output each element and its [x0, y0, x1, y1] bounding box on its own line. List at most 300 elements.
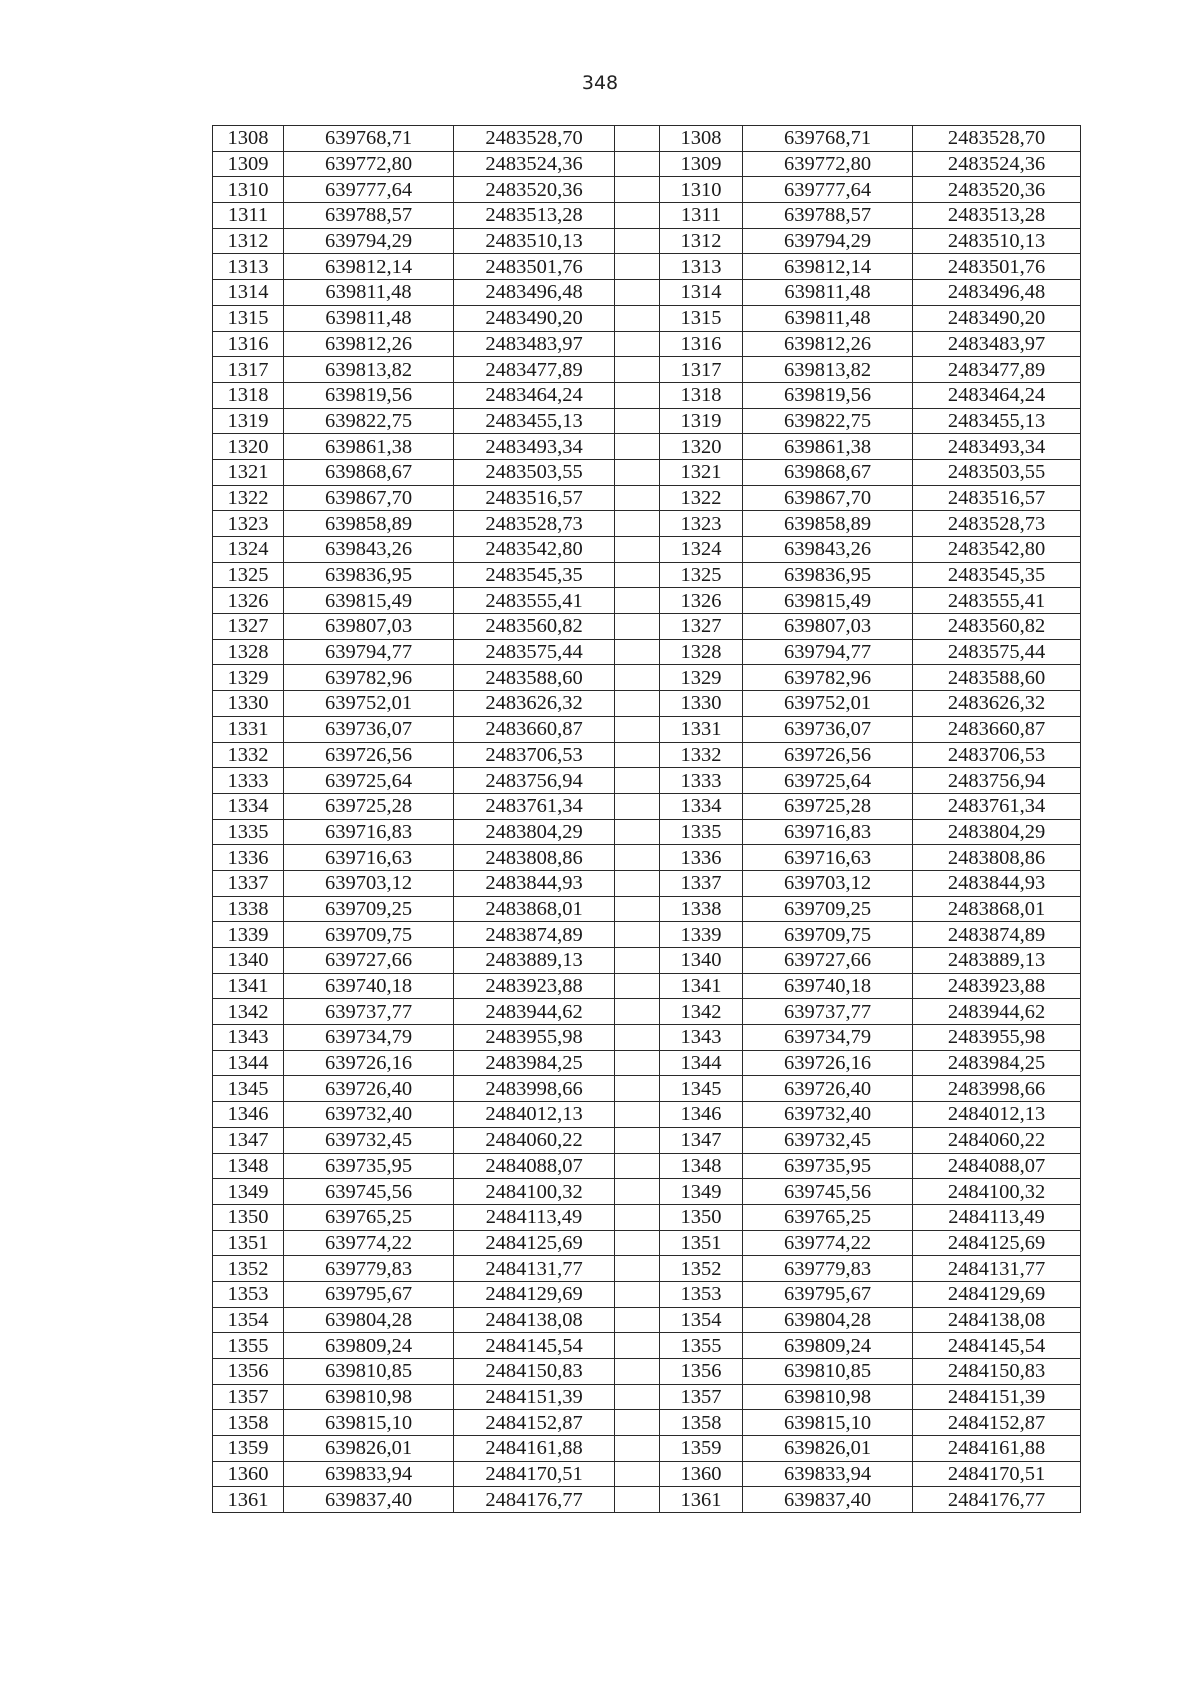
y-coordinate-cell: 2483588,60 [454, 665, 615, 691]
blank-cell [615, 1025, 660, 1051]
table-row [213, 1050, 1081, 1076]
y-coordinate-cell: 2483516,57 [913, 485, 1081, 511]
point-number-cell: 1359 [213, 1436, 284, 1462]
point-number-cell: 1340 [213, 948, 284, 974]
y-coordinate-cell: 2483520,36 [913, 177, 1081, 203]
point-number-cell: 1311 [213, 203, 284, 229]
y-coordinate-cell: 2483844,93 [454, 870, 615, 896]
x-coordinate-cell: 639716,63 [284, 845, 454, 871]
point-number-cell: 1345 [213, 1076, 284, 1102]
x-coordinate-cell: 639843,26 [743, 537, 913, 563]
x-coordinate-cell: 639836,95 [284, 562, 454, 588]
coordinates-table-body [213, 126, 1081, 1513]
table-row [213, 1384, 1081, 1410]
blank-cell [615, 305, 660, 331]
x-coordinate-cell: 639804,28 [284, 1307, 454, 1333]
blank-cell [615, 973, 660, 999]
y-coordinate-cell: 2483542,80 [913, 537, 1081, 563]
y-coordinate-cell: 2483501,76 [454, 254, 615, 280]
x-coordinate-cell: 639716,83 [743, 819, 913, 845]
point-number-cell: 1327 [660, 614, 743, 640]
point-number-cell: 1334 [660, 793, 743, 819]
point-number-cell: 1361 [660, 1487, 743, 1513]
point-number-cell: 1349 [213, 1179, 284, 1205]
y-coordinate-cell: 2484161,88 [913, 1436, 1081, 1462]
x-coordinate-cell: 639772,80 [284, 151, 454, 177]
table-row [213, 1179, 1081, 1205]
x-coordinate-cell: 639867,70 [284, 485, 454, 511]
blank-cell [615, 1204, 660, 1230]
blank-cell [615, 1050, 660, 1076]
x-coordinate-cell: 639732,45 [284, 1127, 454, 1153]
table-row [213, 768, 1081, 794]
blank-cell [615, 562, 660, 588]
point-number-cell: 1338 [660, 896, 743, 922]
table-row [213, 870, 1081, 896]
blank-cell [615, 228, 660, 254]
table-row [213, 177, 1081, 203]
blank-cell [615, 691, 660, 717]
point-number-cell: 1317 [660, 357, 743, 383]
x-coordinate-cell: 639815,10 [743, 1410, 913, 1436]
y-coordinate-cell: 2484125,69 [913, 1230, 1081, 1256]
x-coordinate-cell: 639774,22 [284, 1230, 454, 1256]
point-number-cell: 1337 [660, 870, 743, 896]
x-coordinate-cell: 639709,75 [284, 922, 454, 948]
point-number-cell: 1320 [660, 434, 743, 460]
blank-cell [615, 1487, 660, 1513]
table-row [213, 1127, 1081, 1153]
point-number-cell: 1345 [660, 1076, 743, 1102]
y-coordinate-cell: 2483998,66 [454, 1076, 615, 1102]
blank-cell [615, 614, 660, 640]
table-row [213, 1102, 1081, 1128]
blank-cell [615, 254, 660, 280]
point-number-cell: 1343 [213, 1025, 284, 1051]
point-number-cell: 1309 [660, 151, 743, 177]
table-row [213, 228, 1081, 254]
point-number-cell: 1344 [213, 1050, 284, 1076]
x-coordinate-cell: 639868,67 [743, 459, 913, 485]
x-coordinate-cell: 639837,40 [284, 1487, 454, 1513]
x-coordinate-cell: 639811,48 [284, 305, 454, 331]
y-coordinate-cell: 2483513,28 [913, 203, 1081, 229]
point-number-cell: 1337 [213, 870, 284, 896]
x-coordinate-cell: 639732,40 [284, 1102, 454, 1128]
x-coordinate-cell: 639858,89 [284, 511, 454, 537]
blank-cell [615, 639, 660, 665]
blank-cell [615, 280, 660, 306]
y-coordinate-cell: 2484176,77 [454, 1487, 615, 1513]
y-coordinate-cell: 2483477,89 [913, 357, 1081, 383]
x-coordinate-cell: 639822,75 [284, 408, 454, 434]
point-number-cell: 1312 [660, 228, 743, 254]
table-row [213, 1359, 1081, 1385]
y-coordinate-cell: 2483868,01 [913, 896, 1081, 922]
blank-cell [615, 1359, 660, 1385]
y-coordinate-cell: 2483528,70 [454, 126, 615, 152]
y-coordinate-cell: 2483528,73 [454, 511, 615, 537]
table-row [213, 742, 1081, 768]
point-number-cell: 1352 [660, 1256, 743, 1282]
point-number-cell: 1319 [213, 408, 284, 434]
y-coordinate-cell: 2484129,69 [913, 1281, 1081, 1307]
point-number-cell: 1348 [213, 1153, 284, 1179]
x-coordinate-cell: 639726,16 [284, 1050, 454, 1076]
x-coordinate-cell: 639826,01 [743, 1436, 913, 1462]
point-number-cell: 1360 [660, 1461, 743, 1487]
x-coordinate-cell: 639810,85 [284, 1359, 454, 1385]
point-number-cell: 1330 [213, 691, 284, 717]
table-row [213, 126, 1081, 152]
table-row [213, 434, 1081, 460]
y-coordinate-cell: 2483477,89 [454, 357, 615, 383]
blank-cell [615, 177, 660, 203]
table-row [213, 999, 1081, 1025]
point-number-cell: 1325 [660, 562, 743, 588]
table-row [213, 1153, 1081, 1179]
point-number-cell: 1356 [213, 1359, 284, 1385]
point-number-cell: 1331 [213, 716, 284, 742]
y-coordinate-cell: 2483496,48 [913, 280, 1081, 306]
y-coordinate-cell: 2483516,57 [454, 485, 615, 511]
y-coordinate-cell: 2483496,48 [454, 280, 615, 306]
x-coordinate-cell: 639794,77 [284, 639, 454, 665]
point-number-cell: 1308 [660, 126, 743, 152]
y-coordinate-cell: 2483756,94 [913, 768, 1081, 794]
blank-cell [615, 1256, 660, 1282]
y-coordinate-cell: 2484088,07 [454, 1153, 615, 1179]
y-coordinate-cell: 2483660,87 [913, 716, 1081, 742]
point-number-cell: 1349 [660, 1179, 743, 1205]
point-number-cell: 1347 [660, 1127, 743, 1153]
blank-cell [615, 1436, 660, 1462]
point-number-cell: 1332 [660, 742, 743, 768]
y-coordinate-cell: 2483528,73 [913, 511, 1081, 537]
point-number-cell: 1331 [660, 716, 743, 742]
y-coordinate-cell: 2483490,20 [913, 305, 1081, 331]
x-coordinate-cell: 639732,40 [743, 1102, 913, 1128]
y-coordinate-cell: 2484151,39 [454, 1384, 615, 1410]
point-number-cell: 1355 [660, 1333, 743, 1359]
table-row [213, 896, 1081, 922]
x-coordinate-cell: 639765,25 [284, 1204, 454, 1230]
x-coordinate-cell: 639858,89 [743, 511, 913, 537]
blank-cell [615, 716, 660, 742]
table-row [213, 331, 1081, 357]
table-row [213, 459, 1081, 485]
y-coordinate-cell: 2483808,86 [913, 845, 1081, 871]
point-number-cell: 1346 [213, 1102, 284, 1128]
point-number-cell: 1318 [660, 382, 743, 408]
table-row [213, 1230, 1081, 1256]
point-number-cell: 1357 [213, 1384, 284, 1410]
y-coordinate-cell: 2484131,77 [913, 1256, 1081, 1282]
x-coordinate-cell: 639794,29 [743, 228, 913, 254]
point-number-cell: 1322 [213, 485, 284, 511]
table-row [213, 1281, 1081, 1307]
point-number-cell: 1340 [660, 948, 743, 974]
y-coordinate-cell: 2483575,44 [454, 639, 615, 665]
x-coordinate-cell: 639727,66 [743, 948, 913, 974]
y-coordinate-cell: 2483660,87 [454, 716, 615, 742]
table-row [213, 1307, 1081, 1333]
y-coordinate-cell: 2483513,28 [454, 203, 615, 229]
blank-cell [615, 459, 660, 485]
point-number-cell: 1359 [660, 1436, 743, 1462]
point-number-cell: 1327 [213, 614, 284, 640]
y-coordinate-cell: 2484145,54 [454, 1333, 615, 1359]
y-coordinate-cell: 2483588,60 [913, 665, 1081, 691]
y-coordinate-cell: 2483528,70 [913, 126, 1081, 152]
point-number-cell: 1358 [660, 1410, 743, 1436]
x-coordinate-cell: 639826,01 [284, 1436, 454, 1462]
point-number-cell: 1313 [660, 254, 743, 280]
blank-cell [615, 896, 660, 922]
blank-cell [615, 203, 660, 229]
x-coordinate-cell: 639813,82 [284, 357, 454, 383]
table-row [213, 1436, 1081, 1462]
point-number-cell: 1321 [660, 459, 743, 485]
point-number-cell: 1323 [213, 511, 284, 537]
blank-cell [615, 1410, 660, 1436]
x-coordinate-cell: 639737,77 [284, 999, 454, 1025]
x-coordinate-cell: 639740,18 [743, 973, 913, 999]
y-coordinate-cell: 2483955,98 [913, 1025, 1081, 1051]
x-coordinate-cell: 639765,25 [743, 1204, 913, 1230]
y-coordinate-cell: 2484088,07 [913, 1153, 1081, 1179]
x-coordinate-cell: 639837,40 [743, 1487, 913, 1513]
x-coordinate-cell: 639745,56 [284, 1179, 454, 1205]
blank-cell [615, 151, 660, 177]
y-coordinate-cell: 2483455,13 [913, 408, 1081, 434]
table-row [213, 1333, 1081, 1359]
point-number-cell: 1334 [213, 793, 284, 819]
y-coordinate-cell: 2483761,34 [913, 793, 1081, 819]
blank-cell [615, 742, 660, 768]
x-coordinate-cell: 639725,64 [284, 768, 454, 794]
x-coordinate-cell: 639815,10 [284, 1410, 454, 1436]
point-number-cell: 1317 [213, 357, 284, 383]
x-coordinate-cell: 639782,96 [743, 665, 913, 691]
blank-cell [615, 845, 660, 871]
blank-cell [615, 870, 660, 896]
y-coordinate-cell: 2483756,94 [454, 768, 615, 794]
x-coordinate-cell: 639807,03 [284, 614, 454, 640]
x-coordinate-cell: 639833,94 [743, 1461, 913, 1487]
x-coordinate-cell: 639727,66 [284, 948, 454, 974]
point-number-cell: 1326 [660, 588, 743, 614]
point-number-cell: 1342 [213, 999, 284, 1025]
x-coordinate-cell: 639703,12 [284, 870, 454, 896]
x-coordinate-cell: 639779,83 [743, 1256, 913, 1282]
table-row [213, 562, 1081, 588]
point-number-cell: 1355 [213, 1333, 284, 1359]
point-number-cell: 1354 [660, 1307, 743, 1333]
point-number-cell: 1354 [213, 1307, 284, 1333]
table-row [213, 614, 1081, 640]
y-coordinate-cell: 2483874,89 [913, 922, 1081, 948]
point-number-cell: 1347 [213, 1127, 284, 1153]
y-coordinate-cell: 2483804,29 [454, 819, 615, 845]
blank-cell [615, 1076, 660, 1102]
point-number-cell: 1316 [213, 331, 284, 357]
point-number-cell: 1336 [660, 845, 743, 871]
table-row [213, 716, 1081, 742]
x-coordinate-cell: 639772,80 [743, 151, 913, 177]
x-coordinate-cell: 639716,63 [743, 845, 913, 871]
point-number-cell: 1315 [660, 305, 743, 331]
blank-cell [615, 1153, 660, 1179]
table-row [213, 408, 1081, 434]
y-coordinate-cell: 2483560,82 [913, 614, 1081, 640]
y-coordinate-cell: 2483524,36 [454, 151, 615, 177]
table-row [213, 1204, 1081, 1230]
y-coordinate-cell: 2483483,97 [913, 331, 1081, 357]
x-coordinate-cell: 639809,24 [743, 1333, 913, 1359]
table-row [213, 151, 1081, 177]
x-coordinate-cell: 639819,56 [743, 382, 913, 408]
y-coordinate-cell: 2483844,93 [913, 870, 1081, 896]
x-coordinate-cell: 639777,64 [743, 177, 913, 203]
point-number-cell: 1336 [213, 845, 284, 871]
y-coordinate-cell: 2483490,20 [454, 305, 615, 331]
x-coordinate-cell: 639709,25 [743, 896, 913, 922]
blank-cell [615, 1281, 660, 1307]
y-coordinate-cell: 2483984,25 [913, 1050, 1081, 1076]
y-coordinate-cell: 2483483,97 [454, 331, 615, 357]
table-row [213, 1076, 1081, 1102]
x-coordinate-cell: 639861,38 [284, 434, 454, 460]
table-row [213, 1410, 1081, 1436]
x-coordinate-cell: 639726,56 [743, 742, 913, 768]
point-number-cell: 1358 [213, 1410, 284, 1436]
y-coordinate-cell: 2483545,35 [913, 562, 1081, 588]
blank-cell [615, 126, 660, 152]
coordinates-table [212, 125, 1081, 1513]
point-number-cell: 1356 [660, 1359, 743, 1385]
x-coordinate-cell: 639735,95 [284, 1153, 454, 1179]
x-coordinate-cell: 639810,85 [743, 1359, 913, 1385]
x-coordinate-cell: 639810,98 [743, 1384, 913, 1410]
point-number-cell: 1318 [213, 382, 284, 408]
point-number-cell: 1311 [660, 203, 743, 229]
x-coordinate-cell: 639813,82 [743, 357, 913, 383]
x-coordinate-cell: 639811,48 [743, 280, 913, 306]
x-coordinate-cell: 639725,28 [284, 793, 454, 819]
table-row [213, 639, 1081, 665]
y-coordinate-cell: 2483493,34 [454, 434, 615, 460]
x-coordinate-cell: 639810,98 [284, 1384, 454, 1410]
x-coordinate-cell: 639752,01 [284, 691, 454, 717]
table-row [213, 793, 1081, 819]
point-number-cell: 1350 [213, 1204, 284, 1230]
blank-cell [615, 331, 660, 357]
x-coordinate-cell: 639734,79 [284, 1025, 454, 1051]
y-coordinate-cell: 2483889,13 [913, 948, 1081, 974]
point-number-cell: 1320 [213, 434, 284, 460]
point-number-cell: 1335 [660, 819, 743, 845]
point-number-cell: 1323 [660, 511, 743, 537]
point-number-cell: 1353 [213, 1281, 284, 1307]
point-number-cell: 1339 [660, 922, 743, 948]
y-coordinate-cell: 2484060,22 [913, 1127, 1081, 1153]
x-coordinate-cell: 639737,77 [743, 999, 913, 1025]
y-coordinate-cell: 2483626,32 [913, 691, 1081, 717]
point-number-cell: 1315 [213, 305, 284, 331]
x-coordinate-cell: 639736,07 [284, 716, 454, 742]
y-coordinate-cell: 2484129,69 [454, 1281, 615, 1307]
x-coordinate-cell: 639774,22 [743, 1230, 913, 1256]
blank-cell [615, 357, 660, 383]
x-coordinate-cell: 639709,25 [284, 896, 454, 922]
table-row [213, 1025, 1081, 1051]
x-coordinate-cell: 639812,26 [284, 331, 454, 357]
blank-cell [615, 793, 660, 819]
y-coordinate-cell: 2483998,66 [913, 1076, 1081, 1102]
point-number-cell: 1329 [213, 665, 284, 691]
y-coordinate-cell: 2483923,88 [913, 973, 1081, 999]
x-coordinate-cell: 639726,56 [284, 742, 454, 768]
y-coordinate-cell: 2484152,87 [913, 1410, 1081, 1436]
blank-cell [615, 1179, 660, 1205]
point-number-cell: 1326 [213, 588, 284, 614]
y-coordinate-cell: 2483626,32 [454, 691, 615, 717]
point-number-cell: 1329 [660, 665, 743, 691]
y-coordinate-cell: 2483889,13 [454, 948, 615, 974]
x-coordinate-cell: 639807,03 [743, 614, 913, 640]
x-coordinate-cell: 639836,95 [743, 562, 913, 588]
blank-cell [615, 1461, 660, 1487]
point-number-cell: 1360 [213, 1461, 284, 1487]
x-coordinate-cell: 639768,71 [743, 126, 913, 152]
point-number-cell: 1350 [660, 1204, 743, 1230]
table-row [213, 382, 1081, 408]
table-row [213, 1256, 1081, 1282]
y-coordinate-cell: 2484161,88 [454, 1436, 615, 1462]
y-coordinate-cell: 2483455,13 [454, 408, 615, 434]
x-coordinate-cell: 639734,79 [743, 1025, 913, 1051]
y-coordinate-cell: 2483808,86 [454, 845, 615, 871]
x-coordinate-cell: 639752,01 [743, 691, 913, 717]
x-coordinate-cell: 639736,07 [743, 716, 913, 742]
x-coordinate-cell: 639740,18 [284, 973, 454, 999]
blank-cell [615, 511, 660, 537]
blank-cell [615, 1333, 660, 1359]
table-row [213, 254, 1081, 280]
table-row [213, 511, 1081, 537]
x-coordinate-cell: 639812,26 [743, 331, 913, 357]
blank-cell [615, 434, 660, 460]
y-coordinate-cell: 2483955,98 [454, 1025, 615, 1051]
x-coordinate-cell: 639779,83 [284, 1256, 454, 1282]
point-number-cell: 1348 [660, 1153, 743, 1179]
point-number-cell: 1352 [213, 1256, 284, 1282]
point-number-cell: 1330 [660, 691, 743, 717]
x-coordinate-cell: 639812,14 [743, 254, 913, 280]
point-number-cell: 1310 [213, 177, 284, 203]
y-coordinate-cell: 2483804,29 [913, 819, 1081, 845]
table-row [213, 305, 1081, 331]
table-row [213, 973, 1081, 999]
x-coordinate-cell: 639716,83 [284, 819, 454, 845]
x-coordinate-cell: 639726,40 [284, 1076, 454, 1102]
blank-cell [615, 588, 660, 614]
x-coordinate-cell: 639804,28 [743, 1307, 913, 1333]
y-coordinate-cell: 2483944,62 [913, 999, 1081, 1025]
x-coordinate-cell: 639788,57 [284, 203, 454, 229]
point-number-cell: 1322 [660, 485, 743, 511]
